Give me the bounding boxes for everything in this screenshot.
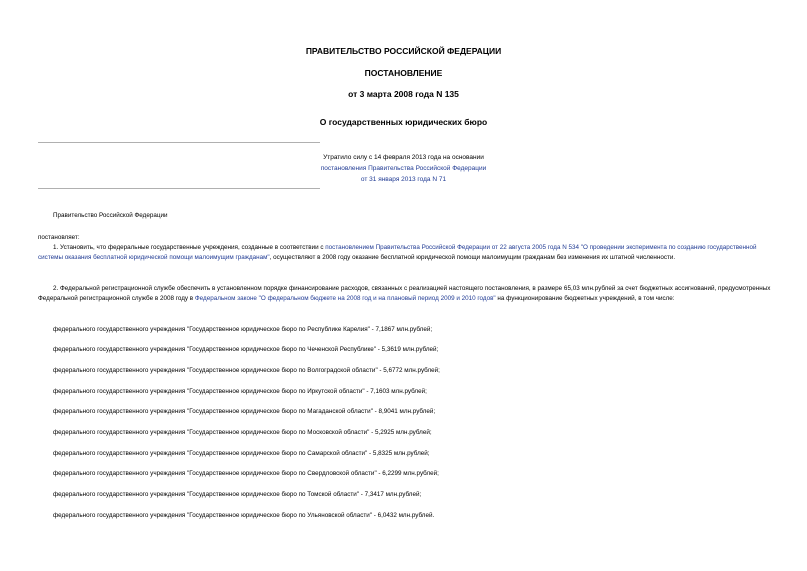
divider-top (38, 142, 320, 143)
date-number-heading: от 3 марта 2008 года N 135 (348, 89, 459, 99)
list-item: федерального государственного учреждения "Государственное юридическое бюро по Свердловской области" - 6,2299 млн.рублей; (53, 470, 439, 477)
list-item: федерального государственного учреждения "Государственное юридическое бюро по Магаданской области" - 8,9041 млн.рублей; (53, 408, 436, 415)
paragraph-2 (38, 284, 771, 304)
paragraph-2-end: на функционирование бюджетных учреждений, в том числе: (495, 295, 675, 302)
intro-text: Правительство Российской Федерации (53, 212, 168, 219)
paragraph-1-link[interactable]: постановлением Правительства Российской Федерации от 22 августа 2005 года N 534 "О проведении эксперимента по созданию государственной системы оказания бесплатной юридической помощи малоимущим гражданам" (38, 244, 757, 261)
paragraph-2-link[interactable]: Федеральном законе "О федеральном бюджете на 2008 год и на плановый период 2009 и 2010 годов" (194, 295, 496, 302)
paragraph-1 (38, 243, 771, 263)
divider-bottom (38, 188, 320, 189)
list-item: федерального государственного учреждения "Государственное юридическое бюро по Волгоградской области" - 5,6772 млн.рублей; (53, 367, 440, 374)
list-item: федерального государственного учреждения "Государственное юридическое бюро по Иркутской области" - 7,1603 млн.рублей; (53, 388, 427, 395)
list-item: федерального государственного учреждения "Государственное юридическое бюро по Томской области" - 7,3417 млн.рублей; (53, 491, 422, 498)
list-item: федерального государственного учреждения "Государственное юридическое бюро по Чеченской Республике" - 5,3619 млн.рублей; (53, 346, 439, 353)
list-item: федерального государственного учреждения "Государственное юридическое бюро по Республике Карелия" - 7,1867 млн.рублей; (53, 326, 433, 333)
list-item: федерального государственного учреждения "Государственное юридическое бюро по Ульяновской области" - 6,0432 млн.рублей. (53, 512, 435, 519)
list-item: федерального государственного учреждения "Государственное юридическое бюро по Московской области" - 5,2925 млн.рублей; (53, 429, 432, 436)
status-link-line1[interactable]: постановления Правительства Российской Федерации (320, 165, 487, 172)
document-title: О государственных юридических бюро (319, 117, 488, 127)
government-heading: ПРАВИТЕЛЬСТВО РОССИЙСКОЙ ФЕДЕРАЦИИ (305, 46, 502, 56)
document-type-heading: ПОСТАНОВЛЕНИЕ (364, 68, 443, 78)
paragraph-2-start: 2. Федеральной регистрационной службе обеспечить в установленном порядке финансирование расходов, связанных с реализацией настоящего постановления, в размере 65,03 млн.рублей за счет бюджетных ассигнований, предусмотренных Федеральной регистрационной службе в 2008 году в (38, 285, 771, 302)
decrees-text: постановляет: (38, 234, 80, 241)
status-link-line2[interactable]: от 31 января 2013 года N 71 (360, 176, 447, 183)
paragraph-1-end: , осуществляют в 2008 году оказание бесплатной юридической помощи малоимущим гражданам без изменения их штатной численности. (269, 254, 676, 261)
paragraph-1-start: 1. Установить, что федеральные государственные учреждения, созданные в соответствии с (53, 244, 326, 251)
list-item: федерального государственного учреждения "Государственное юридическое бюро по Самарской области" - 5,8325 млн.рублей; (53, 450, 430, 457)
status-block (150, 152, 657, 185)
status-text: Утратило силу с 14 февраля 2013 года на основании (323, 154, 484, 161)
